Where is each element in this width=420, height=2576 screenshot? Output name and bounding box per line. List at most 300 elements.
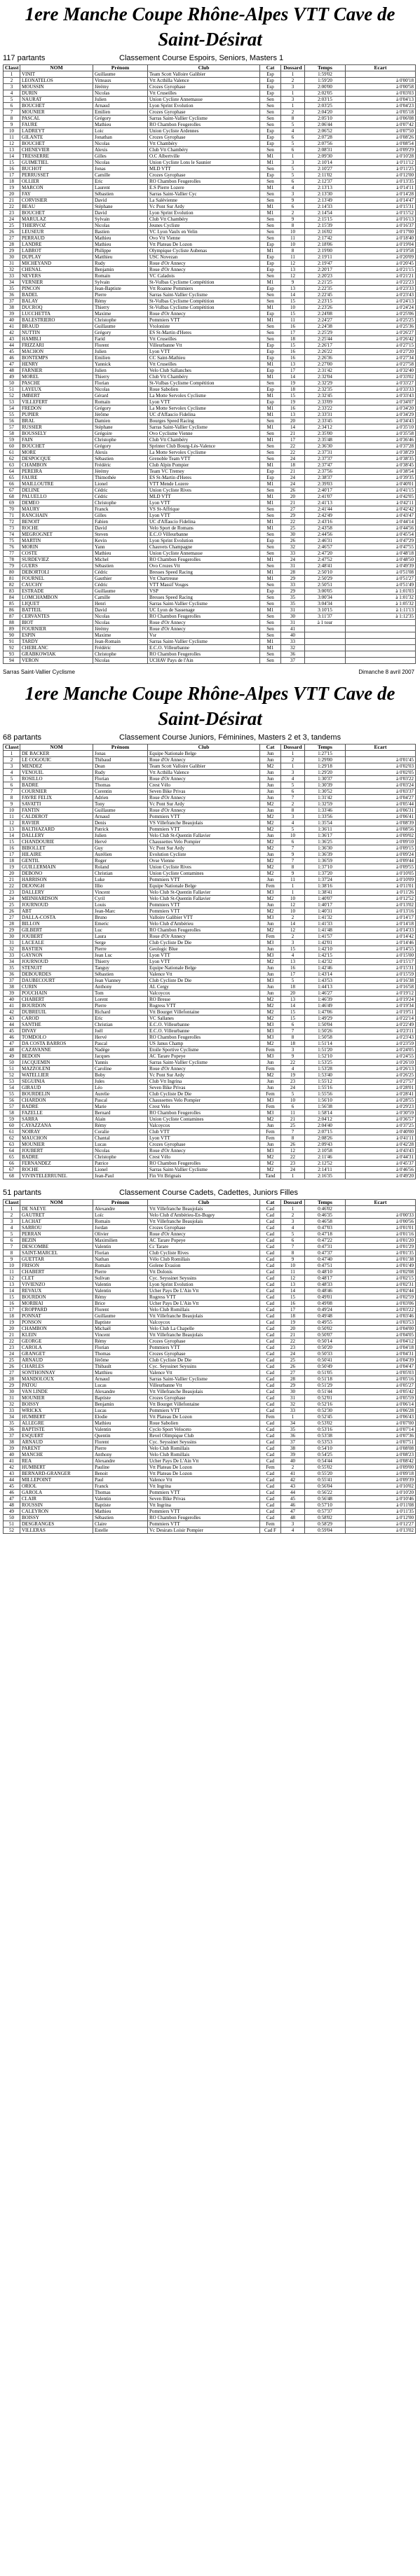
club-cell: Pommiers VTT: [148, 877, 260, 883]
rank-cell: 27: [4, 1370, 20, 1376]
column-header: Club: [148, 65, 260, 71]
category-cell: M1: [260, 279, 281, 286]
rank-cell: 79: [4, 563, 20, 569]
table-row: [4, 1123, 416, 1129]
name-cell: GEORGE: [20, 1338, 93, 1345]
gap-cell: à 0'15'59: [346, 971, 416, 978]
name-cell: GAUTRET: [20, 1212, 93, 1219]
club-cell: Lyon VTT: [148, 959, 260, 965]
bib-cell: 24: [281, 475, 305, 481]
time-cell: 1:44'13: [305, 984, 346, 990]
firstname-cell: Franck: [93, 506, 148, 513]
bib-cell: 34: [281, 1420, 305, 1427]
category-cell: M1: [260, 317, 281, 324]
time-cell: 0:49'24: [305, 1307, 346, 1313]
bib-cell: 5: [281, 172, 305, 179]
table-row: [4, 1433, 416, 1439]
bib-cell: 10: [281, 1097, 305, 1104]
name-cell: LE COGOUIC: [20, 757, 93, 763]
category-cell: M3: [260, 1110, 281, 1116]
gap-cell: à 1:01'03: [346, 588, 416, 595]
category-cell: Cad: [260, 1326, 281, 1332]
firstname-cell: Romain: [93, 399, 148, 406]
name-cell: GILANTE: [20, 134, 93, 141]
table-row: [4, 645, 416, 651]
time-cell: 2:34'12: [305, 424, 346, 431]
category-cell: Esp: [260, 342, 281, 349]
category-cell: Esp: [260, 399, 281, 406]
table-row: [4, 109, 416, 116]
time-cell: 1:55'56: [305, 1091, 346, 1097]
club-cell: Vtt Acthilla Valence: [148, 770, 260, 776]
rank-cell: 43: [4, 1016, 20, 1022]
category-cell: Sen: [260, 380, 281, 387]
time-cell: 0:50'07: [305, 1332, 346, 1338]
rank-cell: 18: [4, 1313, 20, 1320]
firstname-cell: Jérôme: [93, 412, 148, 418]
category-cell: Cad: [260, 1313, 281, 1320]
category-cell: Sen: [260, 97, 281, 103]
time-cell: 2:13'30: [305, 191, 346, 198]
time-cell: 2:05'10: [305, 116, 346, 122]
bib-cell: 24: [281, 481, 305, 487]
category-cell: Cad: [260, 1269, 281, 1275]
firstname-cell: Jean-Baptiste: [93, 286, 148, 292]
time-cell: 2:16'35: [305, 1173, 346, 1179]
time-cell: 0:57'10: [305, 1502, 346, 1509]
table-row: [4, 305, 416, 311]
name-cell: CALEYRON: [20, 1509, 93, 1515]
gap-cell: à 0'23'33: [346, 286, 416, 292]
bib-cell: 9: [281, 198, 305, 204]
gap-cell: à 0'02'15: [346, 1275, 416, 1282]
bib-cell: 30: [281, 532, 305, 538]
gap-cell: à 0'05'03: [346, 1370, 416, 1376]
club-cell: Club Cycliste De Die: [148, 940, 260, 946]
bib-cell: 17: [281, 971, 305, 978]
bib-cell: 41: [281, 1471, 305, 1477]
table-row: [4, 1053, 416, 1060]
time-cell: 2:22'45: [305, 292, 346, 298]
club-cell: Vsr: [148, 632, 260, 639]
category-cell: M1: [260, 576, 281, 582]
category-cell: Esp: [260, 128, 281, 134]
category-cell: Fem: [260, 1066, 281, 1072]
time-cell: 0:50'14: [305, 1338, 346, 1345]
firstname-cell: Anthony: [93, 1452, 148, 1458]
firstname-cell: Jordan: [93, 1225, 148, 1231]
rank-cell: 23: [4, 1345, 20, 1351]
category-cell: M1: [260, 393, 281, 399]
gap-cell: à 0'01'35: [346, 1250, 416, 1256]
firstname-cell: Guillaume: [93, 71, 148, 78]
bib-cell: 28: [281, 569, 305, 576]
category-cell: Sen: [260, 550, 281, 557]
category-cell: Sen: [260, 298, 281, 305]
table-row: [4, 431, 416, 437]
club-cell: AC Tarare Popeye: [148, 1238, 260, 1244]
time-cell: 2:24'38: [305, 324, 346, 330]
category-cell: Cad: [260, 1275, 281, 1282]
time-cell: 2:25'44: [305, 336, 346, 342]
rank-cell: 40: [4, 997, 20, 1003]
bib-cell: 14: [281, 292, 305, 298]
firstname-cell: Cédric: [93, 487, 148, 494]
table-row: [4, 883, 416, 889]
table-row: [4, 172, 416, 179]
club-cell: AC Tarare Popeye: [148, 1053, 260, 1060]
name-cell: MARTIN: [20, 538, 93, 544]
name-cell: FAIN: [20, 437, 93, 443]
table-row: [4, 1294, 416, 1301]
table-row: [4, 1301, 416, 1307]
bib-cell: 15: [281, 1294, 305, 1301]
club-cell: CC Saint-Mathieu: [148, 355, 260, 361]
column-header: Classt: [4, 65, 20, 71]
bib-cell: 8: [281, 864, 305, 871]
firstname-cell: Fabien: [93, 519, 148, 525]
gap-cell: à 0'28'01: [346, 1085, 416, 1091]
rank-cell: 14: [4, 833, 20, 839]
category-cell: Jun: [260, 757, 281, 763]
club-cell: Bresses Speed Racing: [148, 595, 260, 601]
category-cell: Sen: [260, 563, 281, 569]
club-cell: Seven Bike Privas: [148, 1496, 260, 1502]
gap-cell: à 0'09'10: [346, 839, 416, 845]
club-cell: Velo Club St-Quentin Fallavier: [148, 889, 260, 896]
rank-cell: 42: [4, 1009, 20, 1016]
firstname-cell: Estelle: [93, 1528, 148, 1534]
gap-cell: à 0'08'56: [346, 826, 416, 833]
time-cell: 1:55'12: [305, 1079, 346, 1085]
gap-cell: à 0'09'18: [346, 1471, 416, 1477]
bib-cell: 1: [281, 889, 305, 896]
firstname-cell: Lionel: [93, 1167, 148, 1173]
name-cell: BOUCHET: [20, 141, 93, 147]
name-cell: DE BACKER: [20, 751, 93, 757]
time-cell: 2:38'37: [305, 475, 346, 481]
bib-cell: 3: [281, 191, 305, 198]
table-row: [4, 1148, 416, 1154]
club-cell: Jeunes Cycliste: [148, 223, 260, 229]
time-cell: 0:47'40: [305, 1256, 346, 1263]
gap-cell: à 0'23'11: [346, 1028, 416, 1034]
name-cell: REVAUX: [20, 1288, 93, 1294]
category-cell: M2: [260, 896, 281, 902]
bib-cell: 3: [281, 1521, 305, 1528]
firstname-cell: Baptiste: [93, 1395, 148, 1401]
rank-cell: 29: [4, 927, 20, 934]
table-row: [4, 1116, 416, 1123]
name-cell: BRAL: [20, 418, 93, 424]
time-cell: 1:30'39: [305, 782, 346, 789]
name-cell: VILLEFERT: [20, 399, 93, 406]
bib-cell: 27: [281, 506, 305, 513]
gap-cell: à 0'18'40: [346, 235, 416, 242]
rank-cell: 12: [4, 1275, 20, 1282]
gap-cell: à 0'11'08: [346, 1502, 416, 1509]
name-cell: MOUNIER: [20, 1395, 93, 1401]
firstname-cell: Gauthier: [93, 576, 148, 582]
firstname-cell: Alexandre: [93, 1389, 148, 1395]
bib-cell: 7: [281, 1028, 305, 1034]
rank-cell: 57: [4, 1104, 20, 1110]
club-cell: Roue Sabolien: [148, 387, 260, 393]
column-header: Ecart: [346, 65, 416, 71]
firstname-cell: Farid: [93, 336, 148, 342]
table-row: [4, 179, 416, 185]
rank-cell: 3: [4, 763, 20, 770]
club-cell: Olympique Cycliste Aubenas: [148, 248, 260, 254]
club-cell: La Motte Servolex Cyclisme: [148, 406, 260, 412]
bib-cell: 4: [281, 1066, 305, 1072]
results-table: [3, 64, 416, 664]
time-cell: 2:17'42: [305, 235, 346, 242]
name-cell: NUTTIN: [20, 330, 93, 336]
category-cell: Cad: [260, 1446, 281, 1452]
club-cell: Crozes Gyrophase: [148, 172, 260, 179]
bib-cell: 13: [281, 286, 305, 292]
name-cell: WATELLIER: [20, 1072, 93, 1079]
table-row: [4, 1263, 416, 1269]
rank-cell: 7: [4, 789, 20, 795]
time-cell: 1:53'40: [305, 1072, 346, 1079]
rank-cell: 39: [4, 1446, 20, 1452]
bib-cell: 21: [281, 1332, 305, 1338]
category-cell: Cad: [260, 1471, 281, 1477]
rank-cell: 11: [4, 134, 20, 141]
club-cell: La Motte Servolex Cyclisme: [148, 450, 260, 456]
time-cell: 1:46'39: [305, 997, 346, 1003]
rank-cell: 9: [4, 122, 20, 128]
name-cell: MEINHARDSON: [20, 896, 93, 902]
table-row: [4, 908, 416, 915]
name-cell: GRABKOWIAK: [20, 651, 93, 658]
bib-cell: 14: [281, 1288, 305, 1294]
firstname-cell: Nicolas: [93, 1148, 148, 1154]
gap-cell: à 0'24'05: [346, 1047, 416, 1053]
bib-cell: 18: [281, 1313, 305, 1320]
table-row: [4, 1238, 416, 1244]
rank-cell: 2: [4, 78, 20, 84]
rank-cell: 25: [4, 1357, 20, 1364]
category-cell: M1: [260, 361, 281, 368]
table-row: [4, 500, 416, 506]
name-cell: MEGROGNET: [20, 532, 93, 538]
gap-cell: à 0'06'08: [346, 116, 416, 122]
name-cell: VERON: [20, 658, 93, 664]
column-header: Club: [148, 1200, 260, 1206]
time-cell: 2:09'30: [305, 153, 346, 160]
firstname-cell: Laurent: [93, 185, 148, 191]
firstname-cell: Jean-Marc: [93, 908, 148, 915]
name-cell: MARCON: [20, 185, 93, 191]
firstname-cell: Nicolas: [93, 90, 148, 97]
gap-cell: à 0'42'42: [346, 506, 416, 513]
time-cell: 2:46'31: [305, 538, 346, 544]
category-cell: Sen: [260, 122, 281, 128]
name-cell: HAMBLI: [20, 336, 93, 342]
name-cell: BOURDON: [20, 1003, 93, 1009]
time-cell: 2:31'42: [305, 368, 346, 374]
category-cell: Cad: [260, 1320, 281, 1326]
club-cell: Pommiers VTT: [148, 826, 260, 833]
column-header: Ecart: [346, 1200, 416, 1206]
time-cell: 1:50'26: [305, 1028, 346, 1034]
time-cell: 2:43'16: [305, 519, 346, 525]
name-cell: GIRAUD: [20, 1085, 93, 1091]
rank-cell: 64: [4, 469, 20, 475]
time-cell: 0:51'18: [305, 1376, 346, 1383]
category-cell: M1: [260, 406, 281, 412]
gap-cell: à 0'28'41: [346, 1091, 416, 1097]
time-cell: 2:11'02: [305, 172, 346, 179]
rank-cell: 53: [4, 1079, 20, 1085]
gap-cell: à 0'23'43: [346, 1034, 416, 1041]
category-cell: Jun: [260, 1123, 281, 1129]
bib-cell: 5: [281, 166, 305, 172]
club-cell: Roue d'Or Annecy: [148, 311, 260, 317]
rank-cell: 26: [4, 908, 20, 915]
gap-cell: à 0'41'15: [346, 487, 416, 494]
club-cell: Valcoycox: [148, 990, 260, 997]
name-cell: DESGRANGES: [20, 1521, 93, 1528]
firstname-cell: Yannick: [93, 361, 148, 368]
club-cell: Vc Desirats Loisir Pompier: [148, 1528, 260, 1534]
table-row: [4, 1206, 416, 1212]
category-cell: Fem: [260, 1414, 281, 1420]
firstname-cell: Camille: [93, 595, 148, 601]
table-row: [4, 90, 416, 97]
gap-cell: à 0'03'22: [346, 776, 416, 782]
firstname-cell: Lucas: [93, 1383, 148, 1389]
category-cell: Esp: [260, 267, 281, 273]
gap-cell: à 0'34'20: [346, 406, 416, 412]
rank-cell: 39: [4, 311, 20, 317]
name-cell: CHAMBON: [20, 462, 93, 469]
bib-cell: 16: [281, 1301, 305, 1307]
firstname-cell: Mathieu: [93, 550, 148, 557]
category-cell: Jun: [260, 1079, 281, 1085]
table-row: [4, 651, 416, 658]
time-cell: 2:50'10: [305, 569, 346, 576]
bib-cell: 31: [281, 1395, 305, 1401]
firstname-cell: Matthieu: [93, 1370, 148, 1376]
gap-cell: à 0'35'58: [346, 431, 416, 437]
club-cell: St-Vulbas Cyclisme Compétition: [148, 305, 260, 311]
category-cell: Jun: [260, 1060, 281, 1066]
time-cell: 2:41'07: [305, 494, 346, 500]
club-cell: Ucher Pays De L'Ain Vtt: [148, 1288, 260, 1294]
time-cell: 2:13'13: [305, 185, 346, 191]
gap-cell: à 0'27'58: [346, 361, 416, 368]
rank-cell: 47: [4, 1041, 20, 1047]
time-cell: [305, 651, 346, 658]
firstname-cell: Matthieu: [93, 254, 148, 261]
rank-cell: 25: [4, 223, 20, 229]
category-cell: Cad: [260, 1509, 281, 1515]
table-row: [4, 1420, 416, 1427]
club-cell: Roue d'Or Annecy: [148, 776, 260, 782]
bib-cell: 11: [281, 317, 305, 324]
gap-cell: à 0'37'28: [346, 443, 416, 450]
rank-cell: 63: [4, 1142, 20, 1148]
gap-cell: à 0'40'01: [346, 481, 416, 487]
club-cell: Roue d'Or Annecy: [148, 261, 260, 267]
firstname-cell: Laura: [93, 934, 148, 940]
name-cell: SANTHE: [20, 1022, 93, 1028]
time-cell: 0:56'22: [305, 1490, 346, 1496]
gap-cell: à 0'01'16: [346, 1231, 416, 1238]
name-cell: CLET: [20, 1275, 93, 1282]
table-row: [4, 1028, 416, 1034]
bib-cell: 1: [281, 1206, 305, 1212]
bib-cell: 1: [281, 1414, 305, 1420]
table-row: [4, 557, 416, 563]
rank-cell: 4: [4, 1225, 20, 1231]
category-cell: Jun: [260, 921, 281, 927]
name-cell: BADRE: [20, 782, 93, 789]
rank-cell: 67: [4, 1167, 20, 1173]
bib-cell: 1: [281, 153, 305, 160]
table-row: [4, 141, 416, 147]
time-cell: [305, 639, 346, 645]
club-cell: Vtt Plateau De Lozon: [148, 1414, 260, 1420]
table-row: [4, 1509, 416, 1515]
time-cell: 2:10'58: [305, 1148, 346, 1154]
category-cell: Sen: [260, 223, 281, 229]
gap-cell: à 0'02'59: [346, 1294, 416, 1301]
gap-cell: à 0'05'18: [346, 109, 416, 116]
category-cell: M3: [260, 889, 281, 896]
firstname-cell: Sulivan: [93, 1275, 148, 1282]
starters-count: 117 partants: [3, 54, 46, 62]
club-cell: Union Cycliste Contamines: [148, 871, 260, 877]
time-cell: 0:55'41: [305, 1477, 346, 1483]
club-cell: VS Villefranche Beaujolais: [148, 820, 260, 826]
gap-cell: à 0'19'58: [346, 248, 416, 254]
firstname-cell: Luke: [93, 877, 148, 883]
name-cell: DAUBECOURT: [20, 978, 93, 984]
table-row: [4, 658, 416, 664]
name-cell: BALAY: [20, 298, 93, 305]
firstname-cell: Anthony: [93, 984, 148, 990]
club-cell: Equipe Nationale Belge: [148, 965, 260, 971]
column-header: Dossard: [281, 1200, 305, 1206]
table-row: [4, 292, 416, 298]
rank-cell: 55: [4, 1091, 20, 1097]
gap-cell: à 0'13'02: [346, 902, 416, 908]
rank-cell: 35: [4, 286, 20, 292]
rank-cell: 11: [4, 814, 20, 820]
time-cell: à 1 tour: [305, 620, 346, 626]
name-cell: SURDEVIEZ: [20, 557, 93, 563]
bib-cell: 24: [281, 1167, 305, 1173]
time-cell: 2:33'22: [305, 406, 346, 412]
firstname-cell: Maxime: [93, 311, 148, 317]
section-header: [0, 731, 420, 744]
bib-cell: 21: [281, 431, 305, 437]
bib-cell: 22: [281, 1154, 305, 1161]
time-cell: 2:13'49: [305, 198, 346, 204]
table-row: [4, 494, 416, 500]
table-row: [4, 607, 416, 614]
firstname-cell: Grégory: [93, 443, 148, 450]
firstname-cell: Mathieu: [93, 1509, 148, 1515]
rank-cell: 12: [4, 141, 20, 147]
club-cell: UC Lyon de Sassenage: [148, 607, 260, 614]
club-cell: VC Caladois: [148, 273, 260, 279]
